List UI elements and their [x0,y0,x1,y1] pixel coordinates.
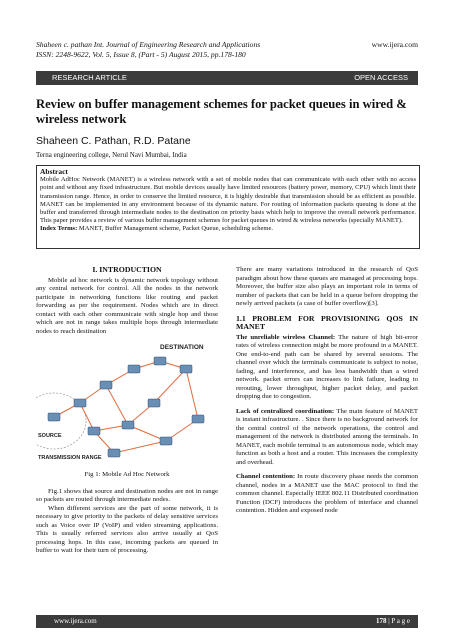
unreliable-channel-text: The nature of high bit-error rates of wireless connection might be more profound in a MANET. One end-to-end path can be shared by several sessions. The channel over which the terminals communicate is subject to noise, fading, and interference, and has less bandwidth than a wired network. packet errors can increases to link failure, leading to rerouting, lower throughput, higher packet delay, and packet dropping due to congestion. [236,333,418,400]
header-website: www.ijera.com [371,40,418,49]
footer-page [376,615,410,628]
figure-caption: Fig 1: Mobile Ad Hoc Network [84,471,170,478]
node-icon [74,399,86,407]
footer-website: www.ijera.com [54,617,97,625]
intro-paragraph-3: When different services are the part of some network, it is necessary to give priority to the packets of delay sensitive services such as Voice over IP (VoIP) and video streaming applications. This is usually referred services also arrive usually at QoS processing hops. In this case, incoming packets are queued in buffer to wait for their turn of processing. [36,504,218,554]
intro-paragraph-1: Mobile ad hoc network is dynamic network topology without any central network for control. All the nodes in the network participate in networking functions like routing and packet forwarding as per the requirement. Nodes which are in direct contact with each other communicate with single hop and those which are not in range takes multiple hops through intermediate nodes to reach destination [36,276,218,335]
transmission-range-label: TRANSMISSION RANGE [38,455,102,461]
lack-coordination-label: Lack of centralized coordination: [236,407,335,415]
node-icon [160,437,172,445]
right-paragraph-1: There are many variations introduced in the research of QoS paradigm about how these queues are managed at processing hops. Moreover, the buffer size also plays an important role in terms of number of packets that can be held in a queue before dropping the newly arrived packets (a case of buffer overflow)[3]. [236,266,418,307]
article-type-bar [36,71,418,85]
node-icon [88,427,100,435]
figure-background [36,339,218,467]
index-terms-label: Index Terms: [40,225,78,233]
right-paragraph-3 [236,408,418,468]
node-icon [108,449,120,457]
page-number: 178 [376,617,387,625]
affiliation: Terna engineering college, Nerul Navi Mumbai, India [36,151,187,159]
intro-paragraph-2: Fig.1 shows that source and destination nodes are not in range so packets are routed through intermediate nodes. [36,487,218,503]
page-label: | P a g e [386,617,410,625]
right-column [236,266,418,516]
section-heading-introduction: I. INTRODUCTION [92,265,162,274]
manet-diagram-svg [36,339,218,467]
node-icon [148,399,160,407]
channel-contention-label: Channel contention: [236,473,296,480]
index-terms [40,225,416,233]
unreliable-channel-label: The unreliable wireless Channel: [236,333,336,341]
journal-line-1: Shaheen c. pathan Int. Journal of Engineering Research and Applications [36,40,261,49]
node-icon [122,421,134,429]
source-label: SOURCE [38,433,62,439]
node-icon [128,365,140,373]
lack-coordination-text: The main feature of MANET is instant infrastructure. . Since there is no background network for the central control of the network operations, the control and management of the network is distributed among the terminals. In MANET, each mobile terminal is an autonomous node, which may function as both a host and a router. This increases the complexity and overhead. [236,407,418,466]
subsection-heading: 1.1 PROBLEM FOR PROVISIONING QOS IN MANET [236,313,418,331]
right-paragraph-2 [236,334,418,402]
paper-title: Review on buffer management schemes for packet queues in wired & wireless network [36,97,407,126]
destination-node [180,365,192,373]
source-node [48,413,60,421]
research-article-label: RESEARCH ARTICLE [52,73,127,82]
page-footer [36,615,418,628]
channel-contention-text: In route discovery phase needs the common channel, nodes in a MANET use the MAC protocol to find the common channel. Especially IEEE 802.11 Distributed coordination Function (DCF) introduces the problem of interface and channel contention. Hidden and exposed node [236,473,418,514]
node-icon [100,381,112,389]
right-paragraph-4 [236,473,418,516]
node-icon [192,415,204,423]
journal-line-2: ISSN: 2248-9622, Vol. 5, Issue 8, (Part - 5) August 2015, pp.178-180 [36,50,246,59]
figure-manet-diagram [36,339,218,467]
open-access-label: OPEN ACCESS [354,73,408,82]
abstract-heading: Abstract [40,167,68,176]
index-terms-text: MANET, Buffer Management scheme, Packet Queue, scheduling scheme. [77,225,274,233]
destination-label: DESTINATION [160,344,204,351]
abstract-text: Mobile AdHoc Network (MANET) is a wireless network with a set of mobile nodes that can communicate with each other with no access point and without any fixed infrastructure. But mobile devices usually have limited resources (battery power, memory, CPU) which limit their transmission range. Hence, in order to conserve the limited resource, it is highly desirable that transmission should be as efficient as possible. MANET can be implemented in any environment because of its dynamic nature. For routing of information packets queuing is done at the buffer and transferred through intermediate nodes to the destination on priority basis which help to improve the overall network performance. This paper provides a review of various buffer management schemes for packet queues in wired & wireless networks (specially MANET). [40,176,416,225]
authors: Shaheen C. Pathan, R.D. Patane [36,135,191,147]
left-column [36,266,218,556]
running-header [36,40,418,60]
node-icon [154,357,166,365]
abstract-box [36,165,420,249]
